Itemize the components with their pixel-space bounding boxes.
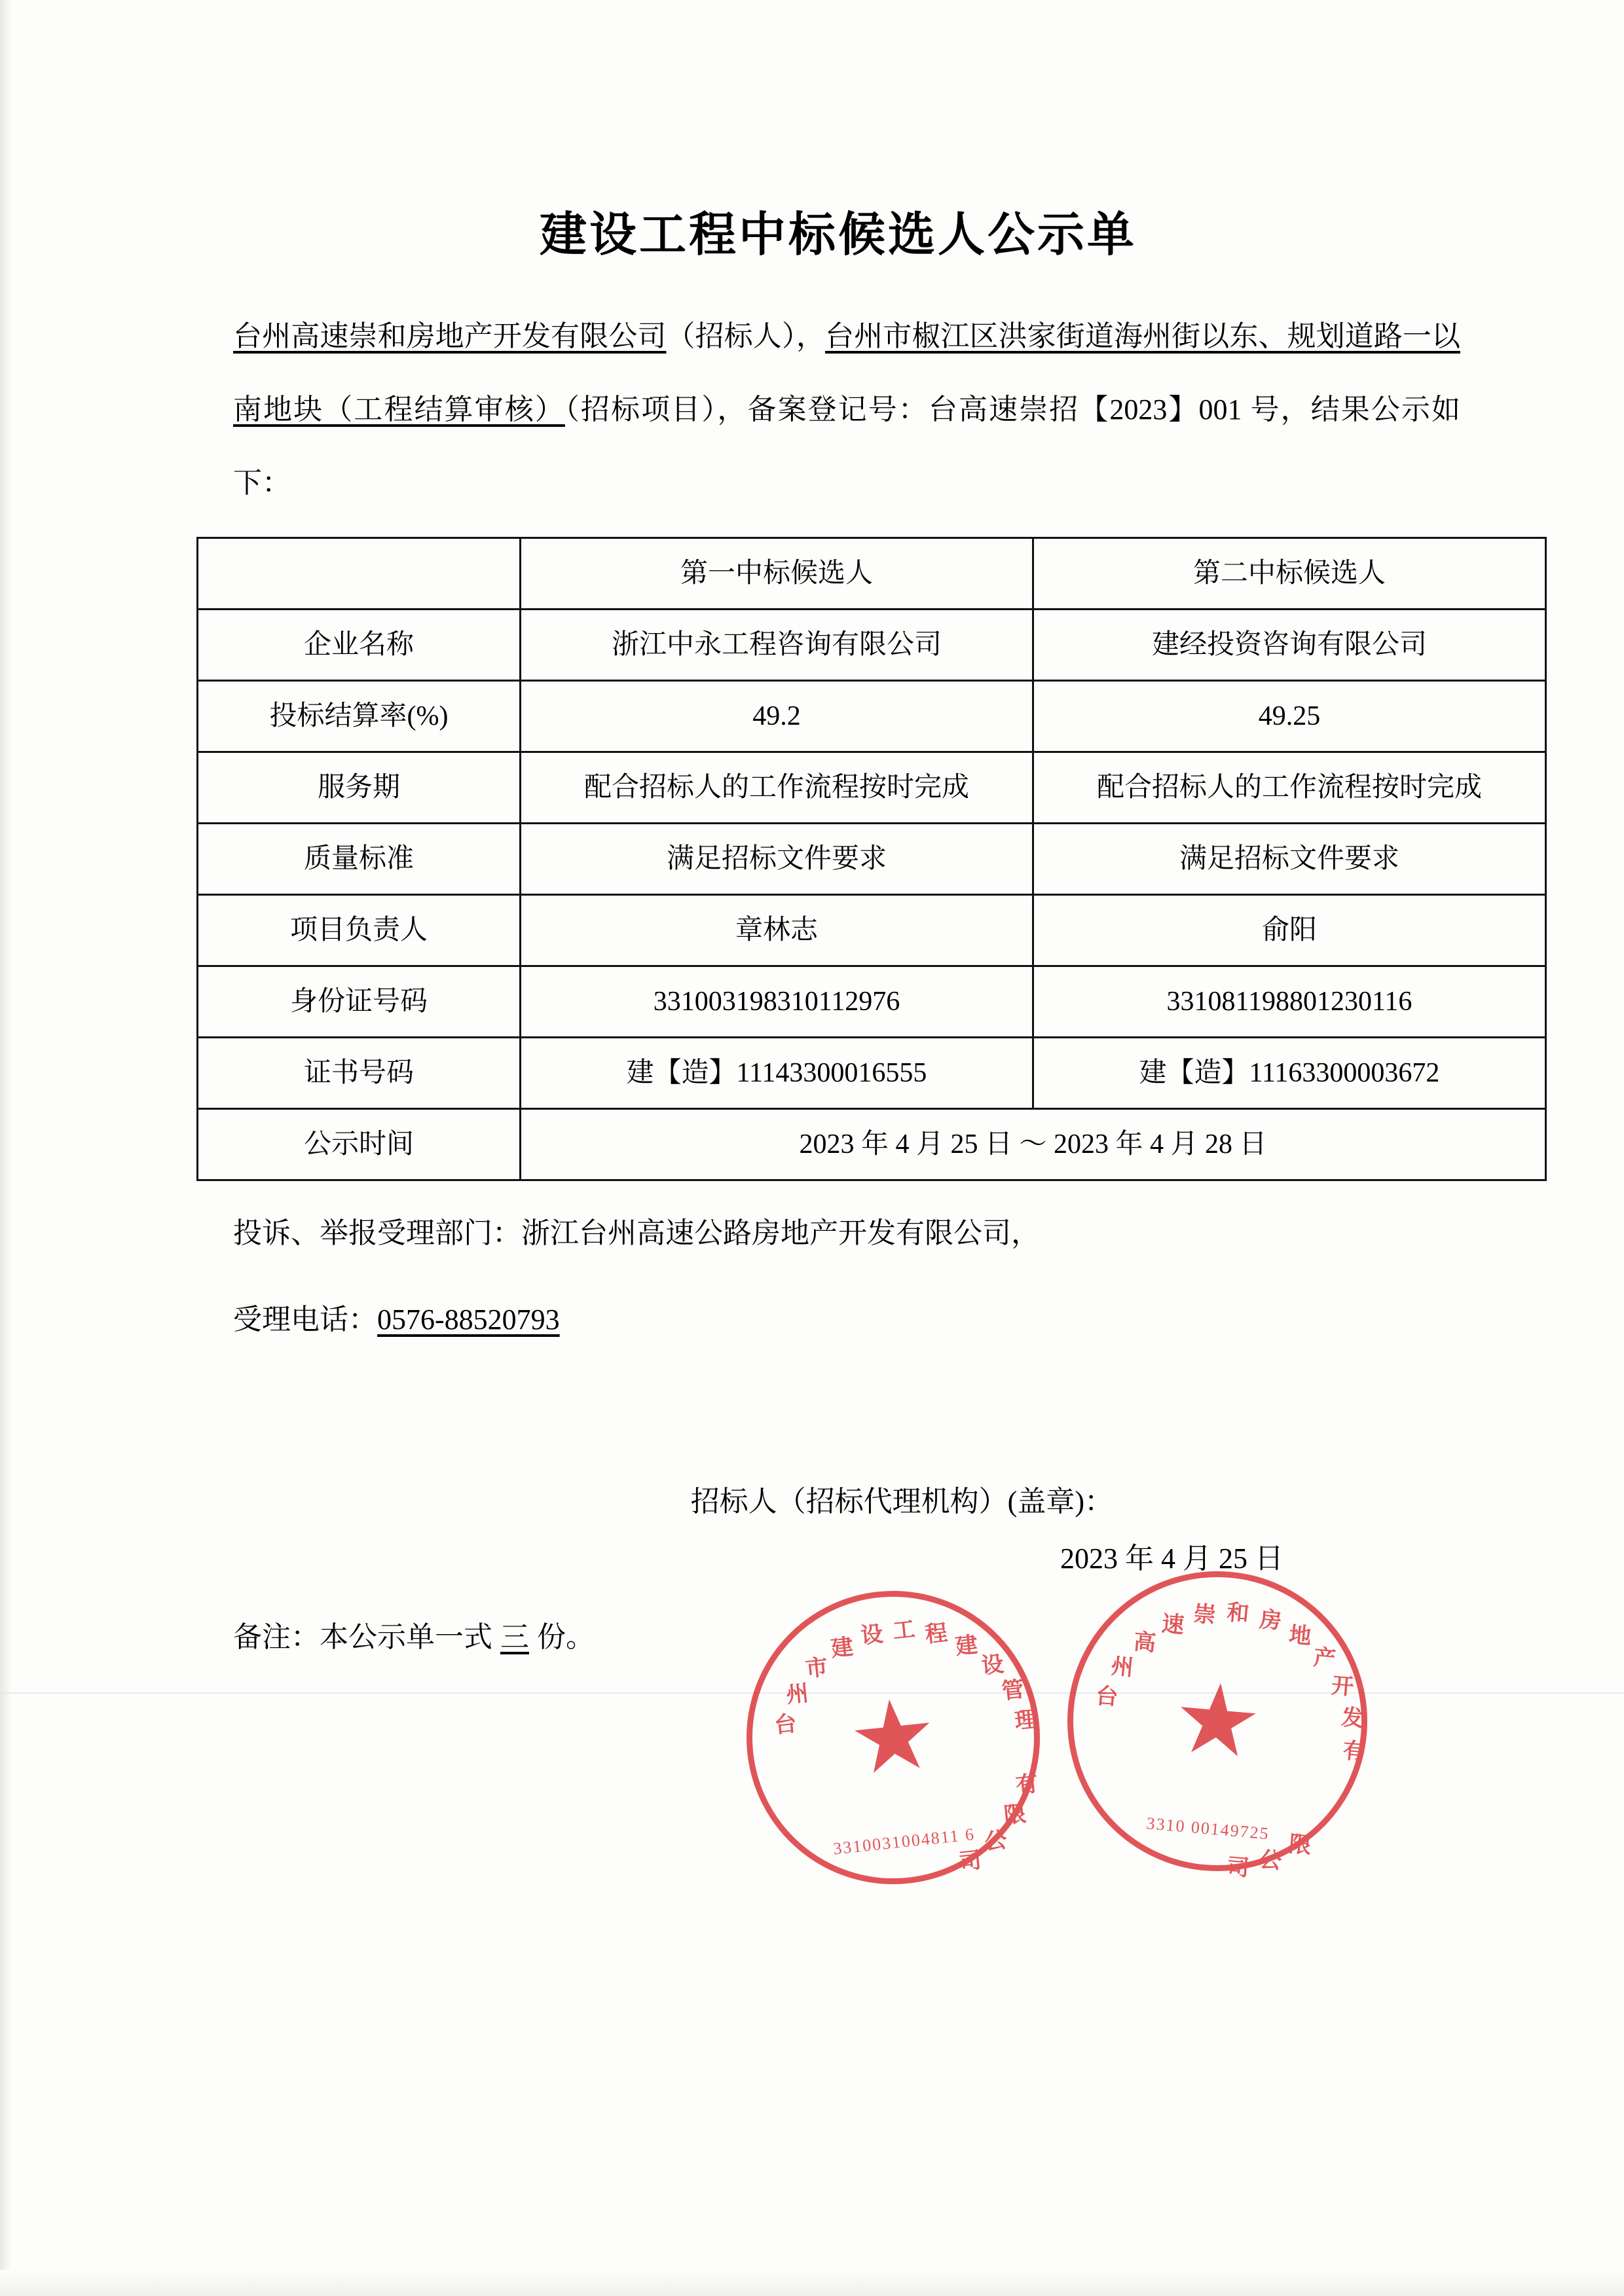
candidates-table bbox=[196, 537, 1547, 1181]
scan-edge-left bbox=[0, 0, 12, 2296]
row-value-second: 俞阳 bbox=[1033, 895, 1546, 966]
table-row bbox=[198, 1038, 1546, 1109]
row-value-first: 浙江中永工程咨询有限公司 bbox=[521, 610, 1033, 681]
remark-suffix: 份。 bbox=[537, 1621, 595, 1653]
complaint-phone-label: 受理电话： bbox=[233, 1303, 377, 1336]
project-suffix: （招标项目），备案登记号：台高速崇招【2023】001 号，结果公示如下： bbox=[233, 393, 1461, 499]
scan-edge-bottom bbox=[0, 2270, 1624, 2296]
seal-number: 3310031004811 6 bbox=[832, 1824, 976, 1859]
star-icon: ★ bbox=[843, 1679, 943, 1796]
row-value-first: 章林志 bbox=[521, 895, 1033, 966]
table-header-row bbox=[198, 538, 1546, 610]
row-value-first: 331003198310112976 bbox=[521, 966, 1033, 1038]
tenderer-name: 台州高速崇和房地产开发有限公司 bbox=[233, 320, 667, 352]
tenderer-suffix: （招标人）， bbox=[666, 320, 826, 352]
complaint-phone-line bbox=[196, 1286, 1480, 1354]
signature-date: 2023 年 4 月 25 日 bbox=[1060, 1542, 1283, 1575]
table-row bbox=[198, 610, 1546, 681]
row-value-second: 满足招标文件要求 bbox=[1033, 824, 1546, 895]
row-label: 投标结算率(%) bbox=[198, 681, 521, 752]
publicity-label: 公示时间 bbox=[198, 1109, 521, 1180]
row-value-second: 331081198801230116 bbox=[1033, 966, 1546, 1038]
document-content bbox=[196, 196, 1480, 1655]
row-value-first: 配合招标人的工作流程按时完成 bbox=[521, 752, 1033, 824]
header-cell-empty bbox=[198, 538, 521, 610]
table-row bbox=[198, 895, 1546, 966]
remark-prefix: 备注：本公示单一式 bbox=[233, 1621, 492, 1653]
row-value-second: 建经投资咨询有限公司 bbox=[1033, 610, 1546, 681]
row-value-second: 49.25 bbox=[1033, 681, 1546, 752]
row-label: 项目负责人 bbox=[198, 895, 521, 966]
publicity-value: 2023 年 4 月 25 日 ～ 2023 年 4 月 28 日 bbox=[521, 1109, 1546, 1180]
complaint-department-line: 投诉、举报受理部门：浙江台州高速公路房地产开发有限公司， bbox=[233, 1217, 1040, 1249]
construction-management-seal-stamp bbox=[732, 1576, 1054, 1899]
row-value-first: 满足招标文件要求 bbox=[521, 824, 1033, 895]
star-icon: ★ bbox=[1168, 1663, 1266, 1779]
row-value-first: 49.2 bbox=[521, 681, 1033, 752]
row-label: 企业名称 bbox=[198, 610, 521, 681]
row-label: 身份证号码 bbox=[198, 966, 521, 1038]
publicity-period-row bbox=[198, 1109, 1546, 1180]
table-row bbox=[198, 752, 1546, 824]
page-title: 建设工程中标候选人公示单 bbox=[539, 206, 1137, 262]
header-cell-first-candidate: 第一中标候选人 bbox=[521, 538, 1033, 610]
complaint-phone-number: 0576-88520793 bbox=[377, 1303, 560, 1336]
seal-number: 3310 00149725 bbox=[1145, 1813, 1270, 1844]
remark-count: 三 bbox=[500, 1621, 529, 1653]
row-value-second: 配合招标人的工作流程按时完成 bbox=[1033, 752, 1546, 824]
header-cell-second-candidate: 第二中标候选人 bbox=[1033, 538, 1546, 610]
seal-ring-text: 台 州 市 建 设 工 程 建 设 管 理 有 限 公 司 bbox=[773, 1616, 1040, 1876]
intro-paragraph bbox=[196, 300, 1480, 520]
signature-label: 招标人（招标代理机构）(盖章)： bbox=[690, 1485, 1113, 1518]
row-label: 质量标准 bbox=[198, 824, 521, 895]
table-row bbox=[198, 681, 1546, 752]
row-label: 服务期 bbox=[198, 752, 521, 824]
seal-ring-text: 台 州 高 速 崇 和 房 地 产 开 发 有 限 公 司 bbox=[1094, 1599, 1367, 1882]
row-label: 证书号码 bbox=[198, 1038, 521, 1109]
row-value-second: 建【造】11163300003672 bbox=[1033, 1038, 1546, 1109]
table-row bbox=[198, 966, 1546, 1038]
table-row bbox=[198, 824, 1546, 895]
tenderer-company-seal-stamp bbox=[1055, 1559, 1380, 1884]
row-value-first: 建【造】11143300016555 bbox=[521, 1038, 1033, 1109]
project-name: 台州市椒江区洪家街道海州街以东、规划道路一以南地块（工程结算审核） bbox=[233, 320, 1461, 426]
